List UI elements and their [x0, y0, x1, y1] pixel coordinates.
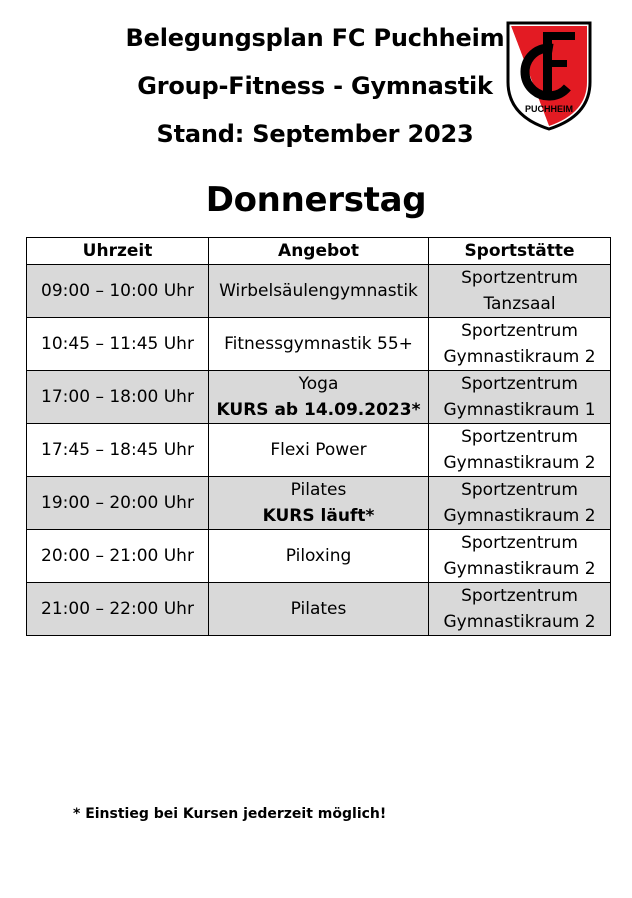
venue-name: Sportzentrum — [461, 533, 578, 553]
table-row — [27, 530, 611, 583]
offer-cell — [209, 477, 429, 530]
venue-room: Gymnastikraum 1 — [443, 400, 596, 420]
title-line-3: Stand: September 2023 — [156, 120, 474, 148]
venue-cell — [429, 477, 611, 530]
table-row — [27, 477, 611, 530]
venue-room: Gymnastikraum 2 — [443, 612, 596, 632]
venue-cell — [429, 265, 611, 318]
venue-name: Sportzentrum — [461, 586, 578, 606]
venue-room: Tanzsaal — [483, 294, 556, 314]
time-cell: 19:00 – 20:00 Uhr — [27, 477, 209, 530]
table-row — [27, 265, 611, 318]
venue-name: Sportzentrum — [461, 374, 578, 394]
time-cell: 20:00 – 21:00 Uhr — [27, 530, 209, 583]
offer-note: KURS läuft* — [262, 506, 375, 526]
offer-note: KURS ab 14.09.2023* — [216, 400, 421, 420]
offer-cell — [209, 371, 429, 424]
venue-name: Sportzentrum — [461, 480, 578, 500]
venue-cell — [429, 583, 611, 636]
schedule-table — [26, 237, 611, 636]
column-header-offer: Angebot — [209, 238, 429, 265]
venue-cell — [429, 424, 611, 477]
title-line-1: Belegungsplan FC Puchheim — [125, 24, 505, 52]
column-header-venue: Sportstätte — [429, 238, 611, 265]
offer-name: Yoga — [298, 374, 339, 394]
day-title: Donnerstag — [205, 180, 427, 220]
venue-cell — [429, 371, 611, 424]
time-cell: 21:00 – 22:00 Uhr — [27, 583, 209, 636]
footnote: * Einstieg bei Kursen jederzeit möglich! — [73, 806, 387, 822]
offer-cell: Pilates — [209, 583, 429, 636]
title-line-2: Group-Fitness - Gymnastik — [137, 72, 493, 100]
venue-room: Gymnastikraum 2 — [443, 559, 596, 579]
offer-name: Pilates — [290, 480, 347, 500]
table-row — [27, 583, 611, 636]
venue-cell — [429, 530, 611, 583]
offer-cell: Wirbelsäulengymnastik — [209, 265, 429, 318]
offer-cell: Fitnessgymnastik 55+ — [209, 318, 429, 371]
time-cell: 17:00 – 18:00 Uhr — [27, 371, 209, 424]
venue-cell — [429, 318, 611, 371]
table-header-row — [27, 238, 611, 265]
table-row — [27, 371, 611, 424]
venue-name: Sportzentrum — [461, 268, 578, 288]
table-row — [27, 318, 611, 371]
venue-name: Sportzentrum — [461, 321, 578, 341]
table-row — [27, 424, 611, 477]
venue-room: Gymnastikraum 2 — [443, 347, 596, 367]
column-header-time: Uhrzeit — [27, 238, 209, 265]
time-cell: 17:45 – 18:45 Uhr — [27, 424, 209, 477]
venue-name: Sportzentrum — [461, 427, 578, 447]
time-cell: 09:00 – 10:00 Uhr — [27, 265, 209, 318]
venue-room: Gymnastikraum 2 — [443, 453, 596, 473]
offer-cell: Flexi Power — [209, 424, 429, 477]
offer-cell: Piloxing — [209, 530, 429, 583]
logo-name-text: PUCHHEIM — [524, 104, 574, 114]
venue-room: Gymnastikraum 2 — [443, 506, 596, 526]
time-cell: 10:45 – 11:45 Uhr — [27, 318, 209, 371]
fc-puchheim-logo — [505, 20, 593, 132]
